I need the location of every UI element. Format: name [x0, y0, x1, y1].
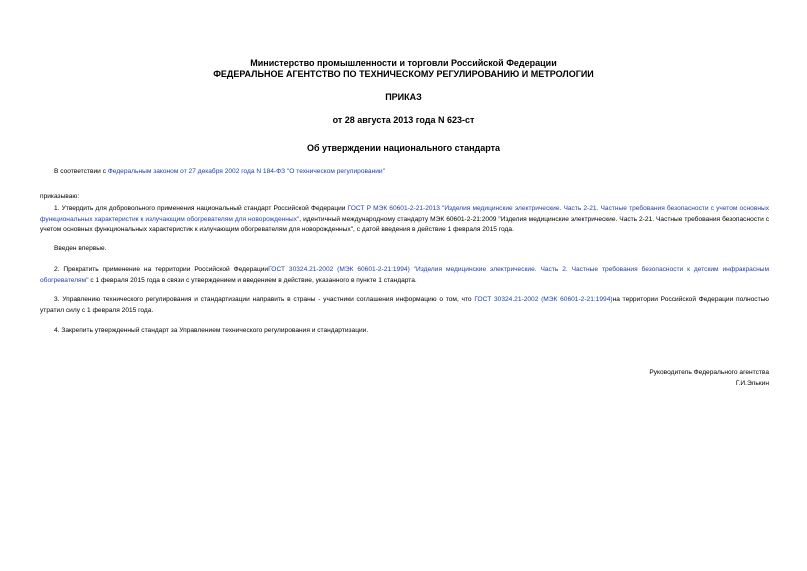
item-1-paragraph	[40, 204, 769, 236]
item-1-prefix: 1. Утвердить для добровольного применения национальный стандарт Российской Федерации	[54, 205, 348, 212]
document-date: от 28 августа 2013 года N 623-ст	[332, 115, 475, 125]
orders-paragraph	[40, 192, 769, 203]
item-3-suffix: на территории Российской Федерации полностью утратил силу с 1 февраля 2015 года.	[40, 296, 769, 314]
ministry-name: Министерство промышленности и торговли Российской Федерации	[250, 58, 557, 68]
orders-word: приказываю:	[40, 193, 80, 200]
first-introduced-paragraph	[40, 244, 769, 255]
gost-r-iec-60601-2-21-2013-link[interactable]: ГОСТ Р МЭК 60601-2-21-2013 "Изделия медицинские электрические. Часть 2-21. Частные требования безопасности с учетом основных функциональных характеристик к излучающим обогревателям для новорожденных"	[40, 205, 769, 223]
federal-law-link[interactable]: Федеральным законом от 27 декабря 2002 года N 184-ФЗ "О техническом регулировании"	[107, 168, 385, 175]
gost-30324-21-2002-full-link[interactable]: ГОСТ 30324.21-2002 (МЭК 60601-2-21:1994) "Изделия медицинские электрические. Часть 2. Частные требования безопасности к детским инфракрасным обогревателям"	[40, 266, 769, 284]
gost-30324-21-2002-link[interactable]: ГОСТ 30324.21-2002 (МЭК 60601-2-21:1994)	[474, 296, 613, 303]
item-2-prefix: 2. Прекратить применение на территории Российской Федерации	[54, 266, 269, 273]
basis-paragraph	[40, 167, 769, 178]
document-subject: Об утверждении национального стандарта	[306, 143, 501, 153]
item-2-suffix: с 1 февраля 2015 года в связи с утверждением и введением в действие, указанного в пункте 1 стандарта.	[88, 276, 417, 284]
item-2-paragraph	[40, 265, 769, 286]
basis-prefix: В соответствии с	[54, 168, 108, 175]
item-4-text: 4. Закрепить утвержденный стандарт за Управлением технического регулирования и стандартизации.	[54, 327, 369, 334]
item-3-prefix: 3. Управлению технического регулирования и стандартизации направить в страны - участники соглашения информацию о том, что	[54, 296, 475, 303]
signatory-title: Руководитель Федерального агентства	[649, 369, 769, 376]
item-4-paragraph	[40, 326, 769, 337]
document-type: ПРИКАЗ	[385, 92, 422, 102]
first-introduced-text: Введен впервые.	[54, 245, 107, 252]
item-3-paragraph	[40, 295, 769, 316]
item-1-suffix: , идентичный международному стандарту МЭК 60601-2-21:2009 "Изделия медицинские электрические. Часть 2-21. Частные требования безопасности с учетом основных функциональных характеристик к излучающим обогревателям для новорожденных", с датой введения в действие 1 февраля 2015 года.	[40, 215, 769, 234]
agency-name: ФЕДЕРАЛЬНОЕ АГЕНТСТВО ПО ТЕХНИЧЕСКОМУ РЕГУЛИРОВАНИЮ И МЕТРОЛОГИИ	[213, 69, 594, 79]
signatory-name: Г.И.Элькин	[735, 380, 769, 387]
